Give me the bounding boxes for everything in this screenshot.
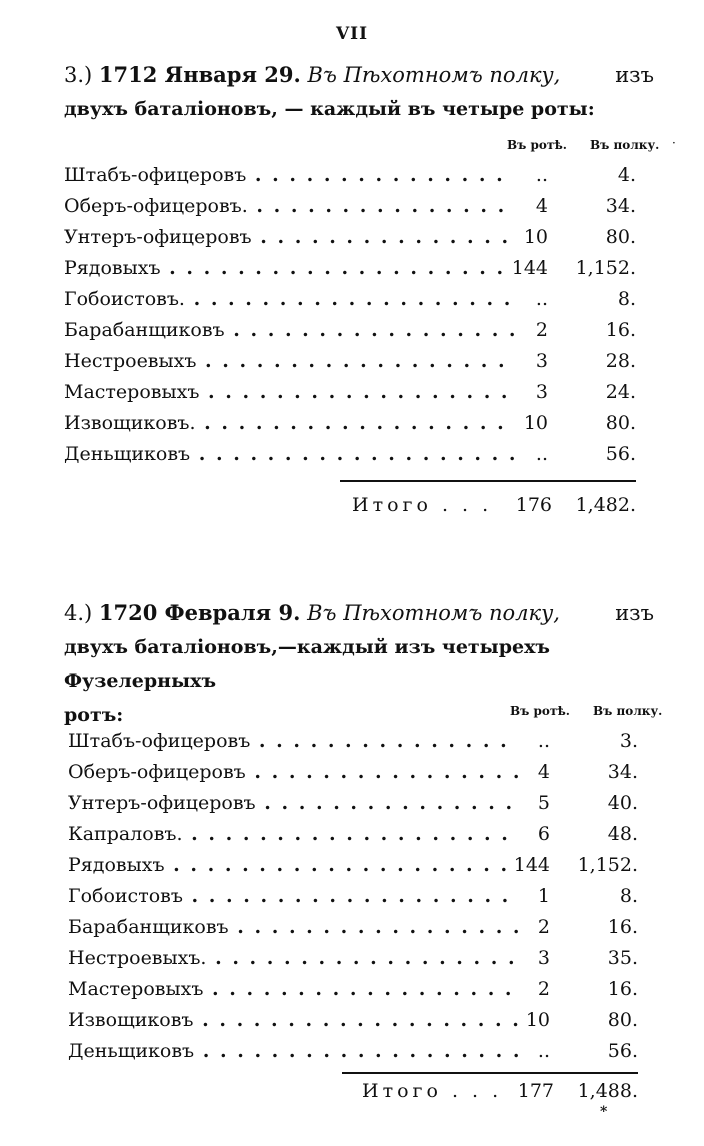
section-4-date: 1720 Февраля 9.	[98, 600, 301, 625]
section-3-line1-end: изъ	[615, 63, 654, 87]
table-row	[64, 164, 674, 195]
row-label-text: Мастеровыхъ	[64, 381, 200, 403]
row-label	[64, 195, 514, 217]
section-4-total-label: Итого . . .	[362, 1080, 503, 1102]
row-company-value: 3	[537, 947, 550, 969]
row-company-value: 3	[535, 350, 548, 372]
table-row	[64, 350, 674, 381]
stray-mark-icon: ·	[672, 136, 676, 150]
row-regiment-value: 80.	[605, 412, 636, 434]
row-company-value: 10	[525, 1009, 550, 1031]
row-regiment-value: 80.	[607, 1009, 638, 1031]
row-regiment-value: 80.	[605, 226, 636, 248]
section-3-heading-line2: двухъ баталіоновъ, — каждый въ четыре роты:	[64, 98, 595, 120]
section-4-italic: Въ Пѣхотномъ полку,	[307, 601, 560, 625]
row-label-text: Нестроевыхъ	[64, 350, 197, 372]
table-row	[68, 916, 678, 947]
row-regiment-value: 40.	[607, 792, 638, 814]
row-label-text: Унтеръ-офицеровъ	[68, 792, 256, 814]
table-row	[68, 947, 678, 978]
table-row	[64, 443, 674, 474]
table-row	[68, 854, 678, 885]
row-label	[64, 443, 514, 465]
row-label-text: Оберъ-офицеровъ	[68, 761, 246, 783]
table-row	[68, 1009, 678, 1040]
row-label	[68, 1040, 518, 1062]
section-3-heading-line1	[64, 58, 654, 92]
section-4-line1-end: изъ	[615, 601, 654, 625]
row-label	[68, 947, 518, 969]
row-regiment-value: 3.	[619, 730, 638, 752]
section-3-col-company: Въ ротѣ.	[507, 138, 567, 152]
page-number: VII	[335, 24, 369, 44]
row-label-text: Капраловъ.	[68, 823, 183, 845]
row-company-value: ..	[535, 288, 548, 310]
section-4-col-regiment: Въ полку.	[593, 704, 663, 718]
row-regiment-value: 56.	[607, 1040, 638, 1062]
row-label-text: Рядовыхъ	[68, 854, 165, 876]
row-regiment-value: 48.	[607, 823, 638, 845]
row-regiment-value: 1,152.	[577, 854, 638, 876]
row-label-text: Барабанщиковъ	[68, 916, 229, 938]
table-row	[64, 319, 674, 350]
row-label	[68, 978, 518, 1000]
row-company-value: 144	[513, 854, 550, 876]
section-4-heading-line1	[64, 596, 654, 630]
row-company-value: ..	[537, 1040, 550, 1062]
section-3-italic: Въ Пѣхотномъ полку,	[307, 63, 561, 87]
row-label-text: Рядовыхъ	[64, 257, 161, 279]
row-regiment-value: 4.	[617, 164, 636, 186]
table-row	[68, 730, 678, 761]
row-regiment-value: 35.	[607, 947, 638, 969]
row-regiment-value: 1,152.	[575, 257, 636, 279]
row-regiment-value: 28.	[605, 350, 636, 372]
row-regiment-value: 56.	[605, 443, 636, 465]
section-3-total-rule	[340, 480, 636, 482]
row-company-value: 144	[511, 257, 548, 279]
row-label-text: Гобоистовъ	[68, 885, 183, 907]
section-4-total-rule	[342, 1072, 638, 1074]
row-label-text: Гобоистовъ.	[64, 288, 185, 310]
row-company-value: ..	[535, 443, 548, 465]
row-label	[64, 412, 514, 434]
row-label-text: Унтеръ-офицеровъ	[64, 226, 252, 248]
row-label	[68, 730, 518, 752]
section-4-table	[68, 730, 678, 1071]
row-company-value: ..	[535, 164, 548, 186]
row-label-text: Деньщиковъ	[68, 1040, 195, 1062]
row-label	[64, 350, 514, 372]
row-company-value: 1	[537, 885, 550, 907]
section-3-date: 1712 Января 29.	[98, 62, 301, 87]
row-regiment-value: 16.	[607, 916, 638, 938]
row-label	[68, 916, 518, 938]
row-label	[64, 319, 514, 341]
row-company-value: 2	[537, 978, 550, 1000]
row-label-text: Извощиковъ	[68, 1009, 194, 1031]
row-label-text: Мастеровыхъ	[68, 978, 204, 1000]
footnote-mark: *	[600, 1104, 608, 1120]
row-regiment-value: 34.	[607, 761, 638, 783]
row-regiment-value: 24.	[605, 381, 636, 403]
row-label	[64, 288, 514, 310]
row-label	[68, 854, 518, 876]
row-regiment-value: 34.	[605, 195, 636, 217]
table-row	[64, 412, 674, 443]
row-label-text: Извощиковъ.	[64, 412, 196, 434]
section-3-heading	[64, 58, 654, 126]
row-company-value: 2	[537, 916, 550, 938]
row-label-text: Оберъ-офицеровъ.	[64, 195, 248, 217]
row-label	[64, 226, 514, 248]
row-label	[68, 1009, 518, 1031]
table-row	[64, 257, 674, 288]
row-label	[64, 164, 514, 186]
row-label-text: Штабъ-офицеровъ	[64, 164, 247, 186]
section-3-table	[64, 164, 674, 474]
row-regiment-value: 16.	[607, 978, 638, 1000]
row-company-value: ..	[537, 730, 550, 752]
section-4-total-company: 177	[517, 1080, 554, 1102]
row-label-text: Деньщиковъ	[64, 443, 191, 465]
row-label	[68, 792, 518, 814]
table-row	[64, 288, 674, 319]
table-row	[68, 823, 678, 854]
row-label-text: Барабанщиковъ	[64, 319, 225, 341]
table-row	[64, 195, 674, 226]
row-company-value: 3	[535, 381, 548, 403]
row-company-value: 4	[537, 761, 550, 783]
row-regiment-value: 8.	[617, 288, 636, 310]
table-row	[68, 978, 678, 1009]
table-row	[64, 381, 674, 412]
table-row	[68, 761, 678, 792]
row-label-text: Штабъ-офицеровъ	[68, 730, 251, 752]
row-label	[68, 761, 518, 783]
table-row	[68, 885, 678, 916]
row-label-text: Нестроевыхъ.	[68, 947, 207, 969]
section-3-total-regiment: 1,482.	[575, 494, 636, 516]
section-3-col-regiment: Въ полку.	[590, 138, 660, 152]
section-4-heading-line2: двухъ баталіоновъ,—каждый изъ четырехъ Фузелерныхъ	[64, 636, 551, 692]
row-regiment-value: 8.	[619, 885, 638, 907]
section-4-number: 4.)	[64, 601, 93, 625]
table-row	[68, 792, 678, 823]
row-company-value: 4	[535, 195, 548, 217]
row-company-value: 10	[523, 412, 548, 434]
row-company-value: 2	[535, 319, 548, 341]
section-4-total-regiment: 1,488.	[577, 1080, 638, 1102]
row-company-value: 5	[537, 792, 550, 814]
row-regiment-value: 16.	[605, 319, 636, 341]
section-3-total-label: Итого . . .	[352, 494, 493, 516]
row-company-value: 10	[523, 226, 548, 248]
row-label	[64, 257, 514, 279]
section-3-number: 3.)	[64, 63, 93, 87]
section-4-heading-line3: ротъ:	[64, 704, 124, 726]
row-label	[64, 381, 514, 403]
table-row	[68, 1040, 678, 1071]
row-label	[68, 885, 518, 907]
row-company-value: 6	[537, 823, 550, 845]
section-4-col-company: Въ ротѣ.	[510, 704, 570, 718]
table-row	[64, 226, 674, 257]
section-3-total-company: 176	[515, 494, 552, 516]
row-label	[68, 823, 518, 845]
